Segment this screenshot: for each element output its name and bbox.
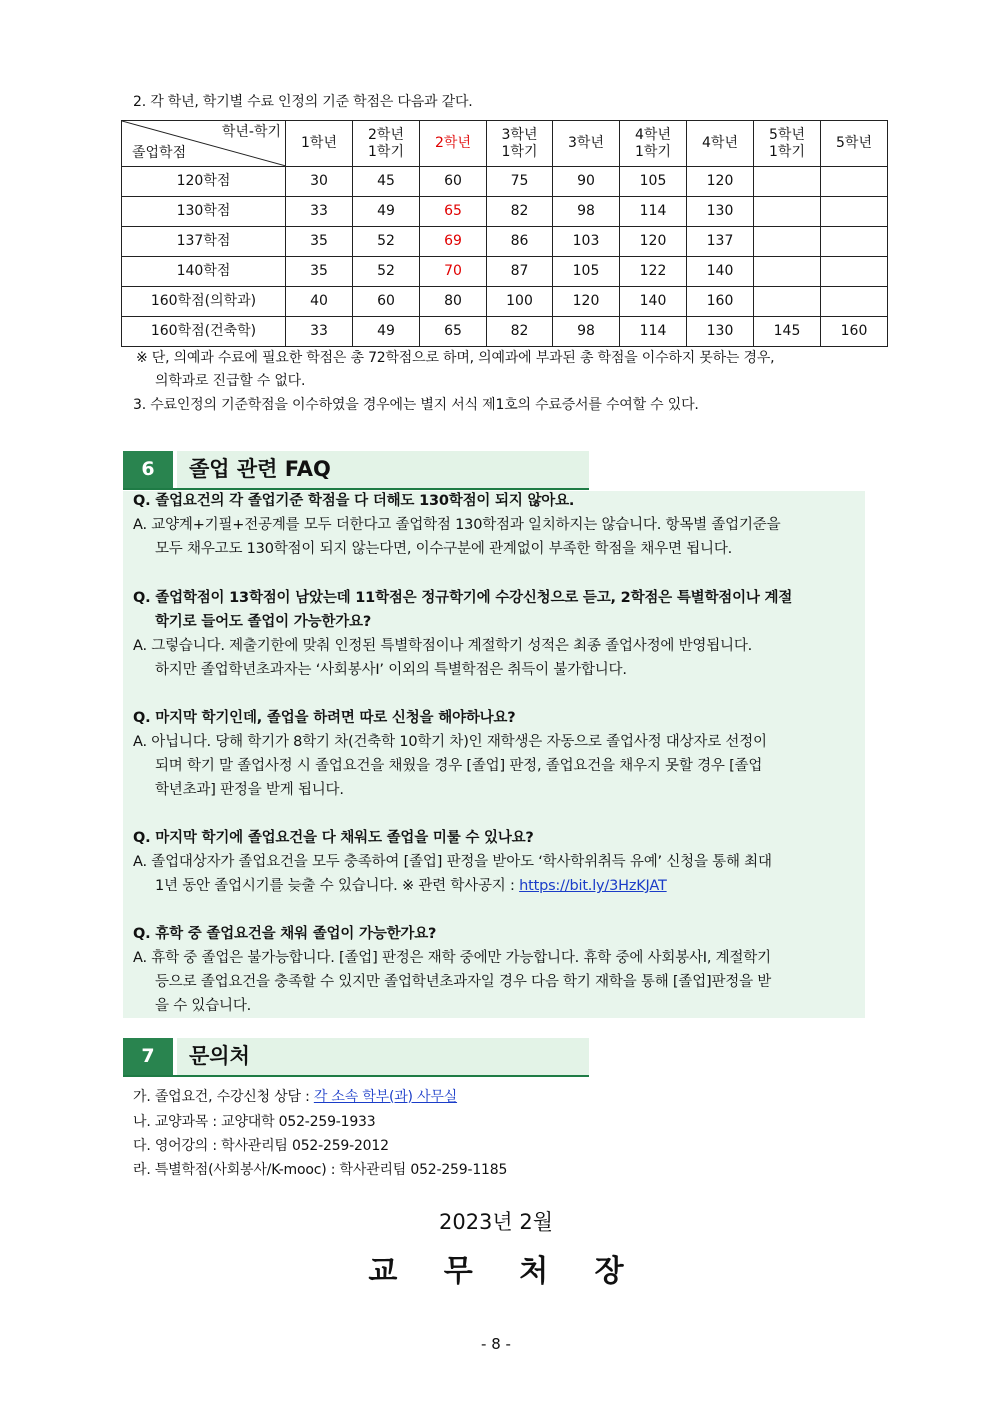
column-header: 4학년 xyxy=(687,121,754,167)
table-cell: 35 xyxy=(286,257,353,287)
row-label: 160학점(건축학) xyxy=(122,317,286,347)
issuing-office: 교 무 처 장 xyxy=(368,1254,642,1289)
table-row xyxy=(122,287,888,317)
table-cell: 120 xyxy=(687,167,754,197)
table-row xyxy=(122,167,888,197)
table-cell xyxy=(754,287,821,317)
faq-answer: 을 수 있습니다. xyxy=(155,998,252,1014)
faq-question: Q. 졸업학점이 13학점이 남았는데 11학점은 정규학기에 수강신청으로 듣고, 2학점은 특별학점이나 계절 xyxy=(133,590,793,606)
corner-top-label: 학년-학기 xyxy=(221,124,281,140)
table-corner-cell xyxy=(122,121,286,167)
table-cell: 80 xyxy=(420,287,487,317)
table-cell: 130 xyxy=(687,317,754,347)
table-cell: 140 xyxy=(620,287,687,317)
faq-answer: A. 그렇습니다. 제출기한에 맞춰 인정된 특별학점이나 계절학기 성적은 최종 졸업사정에 반영됩니다. xyxy=(133,638,753,654)
table-cell: 52 xyxy=(353,227,420,257)
faq-answer: 되며 학기 말 졸업사정 시 졸업요건을 채웠을 경우 [졸업] 판정, 졸업요건을 채우지 못할 경우 [졸업 xyxy=(155,758,763,774)
contact-item: 다. 영어강의 : 학사관리팀 052-259-2012 xyxy=(133,1138,389,1154)
column-header: 4학년 1학기 xyxy=(620,121,687,167)
faq-question: Q. 마지막 학기인데, 졸업을 하려면 따로 신청을 해야하나요? xyxy=(133,710,516,726)
table-cell: 60 xyxy=(353,287,420,317)
table-cell: 98 xyxy=(553,317,620,347)
table-cell: 49 xyxy=(353,317,420,347)
table-row xyxy=(122,317,888,347)
document-date: 2023년 2월 xyxy=(438,1210,554,1234)
table-cell: 49 xyxy=(353,197,420,227)
table-cell: 105 xyxy=(620,167,687,197)
note-line-2: 의학과로 진급할 수 없다. xyxy=(155,373,306,389)
table-cell: 86 xyxy=(487,227,553,257)
table-cell: 45 xyxy=(353,167,420,197)
table-cell: 145 xyxy=(754,317,821,347)
table-cell: 69 xyxy=(420,227,487,257)
table-row xyxy=(122,257,888,287)
table-row xyxy=(122,197,888,227)
faq-answer: 모두 채우고도 130학점이 되지 않는다면, 이수구분에 관계없이 부족한 학점을 채우면 됩니다. xyxy=(155,541,733,557)
criteria-line: 3. 수료인정의 기준학점을 이수하였을 경우에는 별지 서식 제1호의 수료증서를 수여할 수 있다. xyxy=(133,397,699,413)
table-cell: 137 xyxy=(687,227,754,257)
row-label: 140학점 xyxy=(122,257,286,287)
table-cell: 33 xyxy=(286,317,353,347)
table-cell xyxy=(821,257,888,287)
table-cell xyxy=(754,227,821,257)
notice-link[interactable]: https://bit.ly/3HzKJAT xyxy=(519,878,667,894)
table-cell: 65 xyxy=(420,317,487,347)
faq-answer: A. 아닙니다. 당해 학기가 8학기 차(건축학 10학기 차)인 재학생은 자동으로 졸업사정 대상자로 선정이 xyxy=(133,734,767,750)
table-cell: 120 xyxy=(553,287,620,317)
table-cell xyxy=(821,197,888,227)
table-cell: 140 xyxy=(687,257,754,287)
faq-answer: 1년 동안 졸업시기를 늦출 수 있습니다. ※ 관련 학사공지 : https://bit.ly/3HzKJAT xyxy=(155,878,667,894)
column-header: 5학년 xyxy=(821,121,888,167)
section-title: 문의처 xyxy=(177,1038,589,1075)
table-cell xyxy=(754,197,821,227)
column-header: 3학년 1학기 xyxy=(487,121,553,167)
table-cell: 103 xyxy=(553,227,620,257)
table-cell: 120 xyxy=(620,227,687,257)
contact-item: 가. 졸업요건, 수강신청 상담 : 각 소속 학부(과) 사무실 xyxy=(133,1089,458,1105)
table-cell: 122 xyxy=(620,257,687,287)
table-cell: 105 xyxy=(553,257,620,287)
credit-table xyxy=(121,120,888,347)
faq-question: 학기로 들어도 졸업이 가능한가요? xyxy=(155,614,372,630)
table-cell: 98 xyxy=(553,197,620,227)
table-cell: 114 xyxy=(620,197,687,227)
table-cell xyxy=(754,257,821,287)
table-cell: 114 xyxy=(620,317,687,347)
section-6-heading xyxy=(123,451,589,490)
faq-question: Q. 졸업요건의 각 졸업기준 학점을 다 더해도 130학점이 되지 않아요. xyxy=(133,493,575,509)
table-cell: 87 xyxy=(487,257,553,287)
section-number: 7 xyxy=(123,1038,173,1075)
table-cell xyxy=(821,227,888,257)
column-header: 2학년 1학기 xyxy=(353,121,420,167)
table-cell: 160 xyxy=(821,317,888,347)
column-header: 2학년 xyxy=(420,121,487,167)
row-label: 160학점(의학과) xyxy=(122,287,286,317)
faq-question: Q. 마지막 학기에 졸업요건을 다 채워도 졸업을 미룰 수 있나요? xyxy=(133,830,534,846)
row-label: 130학점 xyxy=(122,197,286,227)
office-link[interactable]: 각 소속 학부(과) 사무실 xyxy=(313,1089,458,1105)
corner-bottom-label: 졸업학점 xyxy=(132,145,187,161)
column-header: 3학년 xyxy=(553,121,620,167)
table-cell: 40 xyxy=(286,287,353,317)
section-number: 6 xyxy=(123,451,173,488)
page-number: - 8 - xyxy=(481,1335,511,1353)
table-cell: 130 xyxy=(687,197,754,227)
note-line-1: ※ 단, 의예과 수료에 필요한 학점은 총 72학점으로 하며, 의예과에 부과된 총 학점을 이수하지 못하는 경우, xyxy=(136,350,775,366)
section-7-heading xyxy=(123,1038,589,1077)
row-label: 137학점 xyxy=(122,227,286,257)
section-title: 졸업 관련 FAQ xyxy=(177,451,589,488)
contact-item: 라. 특별학점(사회봉사/K-mooc) : 학사관리팀 052-259-1185 xyxy=(133,1162,508,1178)
faq-answer: A. 휴학 중 졸업은 불가능합니다. [졸업] 판정은 재학 중에만 가능합니다. 휴학 중에 사회봉사I, 계절학기 xyxy=(133,950,771,966)
table-cell: 75 xyxy=(487,167,553,197)
faq-answer: 하지만 졸업학년초과자는 ‘사회봉사Ⅰ’ 이외의 특별학점은 취득이 불가합니다. xyxy=(155,662,627,678)
table-cell: 35 xyxy=(286,227,353,257)
table-cell: 82 xyxy=(487,317,553,347)
faq-answer: 학년초과] 판정을 받게 됩니다. xyxy=(155,782,344,798)
table-cell: 160 xyxy=(687,287,754,317)
row-label: 120학점 xyxy=(122,167,286,197)
table-cell xyxy=(754,167,821,197)
table-cell: 30 xyxy=(286,167,353,197)
column-header: 5학년 1학기 xyxy=(754,121,821,167)
table-cell: 60 xyxy=(420,167,487,197)
intro-line: 2. 각 학년, 학기별 수료 인정의 기준 학점은 다음과 같다. xyxy=(133,94,473,110)
table-cell xyxy=(821,167,888,197)
table-cell: 33 xyxy=(286,197,353,227)
table-cell: 82 xyxy=(487,197,553,227)
table-cell: 65 xyxy=(420,197,487,227)
table-cell: 100 xyxy=(487,287,553,317)
column-header: 1학년 xyxy=(286,121,353,167)
faq-answer: A. 졸업대상자가 졸업요건을 모두 충족하여 [졸업] 판정을 받아도 ‘학사학위취득 유예’ 신청을 통해 최대 xyxy=(133,854,772,870)
table-row xyxy=(122,227,888,257)
table-cell: 90 xyxy=(553,167,620,197)
faq-answer: 등으로 졸업요건을 충족할 수 있지만 졸업학년초과자일 경우 다음 학기 재학을 통해 [졸업]판정을 받 xyxy=(155,974,772,990)
table-cell: 52 xyxy=(353,257,420,287)
contact-item: 나. 교양과목 : 교양대학 052-259-1933 xyxy=(133,1114,376,1130)
table-cell: 70 xyxy=(420,257,487,287)
faq-question: Q. 휴학 중 졸업요건을 채워 졸업이 가능한가요? xyxy=(133,926,437,942)
table-cell xyxy=(821,287,888,317)
faq-answer: A. 교양계+기필+전공계를 모두 더한다고 졸업학점 130학점과 일치하지는 않습니다. 항목별 졸업기준을 xyxy=(133,517,781,533)
